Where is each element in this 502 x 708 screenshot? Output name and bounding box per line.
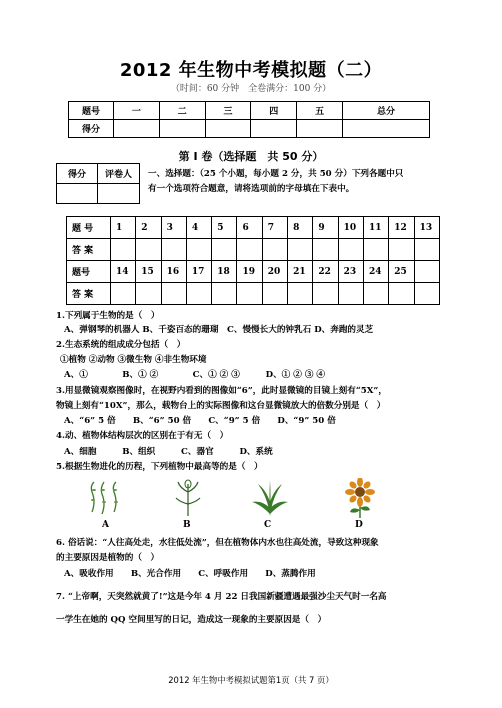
score-cell [159,120,205,138]
question-number-cell: 13 [414,217,439,239]
answer-cell[interactable] [338,283,363,305]
question-number-cell: 1 [111,217,136,239]
plant-label-b: B [183,520,191,530]
answer-row-label: 答 案 [67,283,111,305]
answer-row-label: 题号 [67,261,111,283]
question-3-line: 3.用显微镜观察图像时，在视野内看到的图像如“6”，此时显微镜的目镜上刻有“5X”， [56,386,387,396]
score-header-cell: 四 [251,102,297,120]
grader-score-cell [57,184,98,204]
question-number-cell: 17 [186,261,211,283]
answer-cell[interactable] [161,283,186,305]
answer-number-row [67,261,440,283]
question-2-items: ①植物 ②动物 ③微生物 ④非生物环境 [60,355,207,365]
sunflower-icon [340,478,380,518]
question-number-cell: 2 [136,217,161,239]
score-header-row [69,102,430,120]
question-number-cell: 16 [161,261,186,283]
answer-cell[interactable] [414,239,439,261]
answer-blank-row [67,239,440,261]
score-header-cell: 五 [297,102,343,120]
score-table [68,101,430,138]
part-title: 第 I 卷（选择题 共 50 分） [178,150,324,163]
question-7-line: 7. “上帝啊，天突然就黄了!”这是今年 4 月 22 日我国新疆遭遇最强沙尘天气时一名高 [56,592,387,602]
question-4-options: A、细胞 B、组织 C、器官 D、系统 [64,447,273,457]
answer-cell[interactable] [237,239,262,261]
grader-score-label: 得分 [57,164,98,184]
answer-cell[interactable] [186,283,211,305]
question-number-cell: 8 [288,217,313,239]
question-number-cell: 11 [363,217,388,239]
answer-cell[interactable] [212,283,237,305]
question-number-cell: 4 [186,217,211,239]
question-number-cell: 5 [212,217,237,239]
grader-reviewer-cell [98,184,140,204]
question-7-line: 一学生在她的 QQ 空间里写的日记，造成这一现象的主要原因是（ ） [56,615,327,625]
question-number-cell: 19 [237,261,262,283]
page-footer: 2012 年生物中考模拟试题第1页（共 7 页） [168,675,334,685]
grader-reviewer-label: 评卷人 [98,164,140,184]
question-4: 4.动、植物体结构层次的区别在于有无（ ） [56,431,229,441]
answer-cell[interactable] [288,283,313,305]
score-row-label: 得分 [69,120,114,138]
question-6-line: 的主要原因是植物的（ ） [56,553,160,563]
instruction-line: 有一个选项符合题意，请将选项前的字母填在下表中。 [148,184,355,194]
score-header-cell: 一 [114,102,160,120]
answer-cell[interactable] [363,283,388,305]
question-2: 2.生态系统的组成成分包括（ ） [56,340,186,350]
question-number-cell: 10 [338,217,363,239]
score-header-cell: 二 [159,102,205,120]
plant-label-d: D [355,520,363,530]
answer-cell[interactable] [313,239,338,261]
question-number-cell: 24 [363,261,388,283]
answer-cell[interactable] [161,239,186,261]
answer-cell[interactable] [313,283,338,305]
question-number-cell: 18 [212,261,237,283]
answer-cell[interactable] [186,239,211,261]
question-1: 1.下列属于生物的是（ ） [56,311,160,321]
answer-number-row [67,217,440,239]
score-header-cell: 题号 [69,102,114,120]
moss-icon [168,478,208,518]
grader-table [56,163,140,204]
question-number-cell: 15 [136,261,161,283]
answer-blank-row [67,283,440,305]
answer-cell[interactable] [389,283,414,305]
answer-cell[interactable] [389,239,414,261]
score-cell [251,120,297,138]
score-header-cell: 总分 [342,102,429,120]
question-number-cell: 7 [262,217,287,239]
question-6-line: 6. 俗话说：“人往高处走，水往低处流”，但在植物体内水也往高处流，导致这种现象 [56,538,379,548]
answer-row-label: 答 案 [67,239,111,261]
answer-cell[interactable] [237,283,262,305]
question-number-cell: 21 [288,261,313,283]
question-number-cell: 12 [389,217,414,239]
question-number-cell: 25 [389,261,414,283]
question-number-cell: 3 [161,217,186,239]
score-cell [297,120,343,138]
question-number-cell: 14 [111,261,136,283]
question-number-cell: 6 [237,217,262,239]
question-number-cell: 22 [313,261,338,283]
plant-label-c: C [264,520,272,530]
answer-cell[interactable] [262,283,287,305]
empty-cell [414,283,439,305]
exam-subtitle: （时间：60 分钟 全卷满分：100 分） [170,84,332,94]
answer-cell[interactable] [338,239,363,261]
score-cell [342,120,429,138]
score-value-row [69,120,430,138]
page-title: 2012 年生物中考模拟题（二） [119,60,383,81]
answer-table [66,216,440,305]
instruction-line: 一、选择题：（25 个小题，每小题 2 分，共 50 分）下列各题中只 [148,169,404,179]
question-3-options: A、“6” 5 倍 B、“6” 50 倍 C、“9” 5 倍 D、“9” 50 倍 [64,416,336,426]
question-6-options: A、吸收作用 B、光合作用 C、呼吸作用 D、蒸腾作用 [64,569,316,579]
question-5: 5.根据生物进化的历程，下列植物中最高等的是（ ） [56,462,263,472]
fern-icon [250,478,290,518]
answer-cell[interactable] [136,239,161,261]
answer-row-label: 题 号 [67,217,111,239]
plant-label-a: A [102,520,109,530]
answer-cell[interactable] [288,239,313,261]
answer-cell[interactable] [111,239,136,261]
score-header-cell: 三 [205,102,251,120]
question-1-options: A、弹钢琴的机器人 B、千姿百态的珊瑚 C、慢慢长大的钟乳石 D、奔跑的灵芝 [64,325,374,335]
question-2-options: A、① B、① ② C、① ② ③ D、① ② ③ ④ [64,370,326,380]
score-cell [205,120,251,138]
question-number-cell: 9 [313,217,338,239]
empty-cell [414,261,439,283]
answer-cell[interactable] [136,283,161,305]
answer-cell[interactable] [111,283,136,305]
answer-cell[interactable] [212,239,237,261]
question-number-cell: 20 [262,261,287,283]
score-cell [114,120,160,138]
algae-icon [86,478,126,518]
section-instructions [148,167,448,197]
question-number-cell: 23 [338,261,363,283]
answer-cell[interactable] [363,239,388,261]
question-3-line: 物镜上刻有“10X”，那么，载物台上的实际图像和这台显微镜放大的倍数分别是（ ） [56,401,386,411]
answer-cell[interactable] [262,239,287,261]
